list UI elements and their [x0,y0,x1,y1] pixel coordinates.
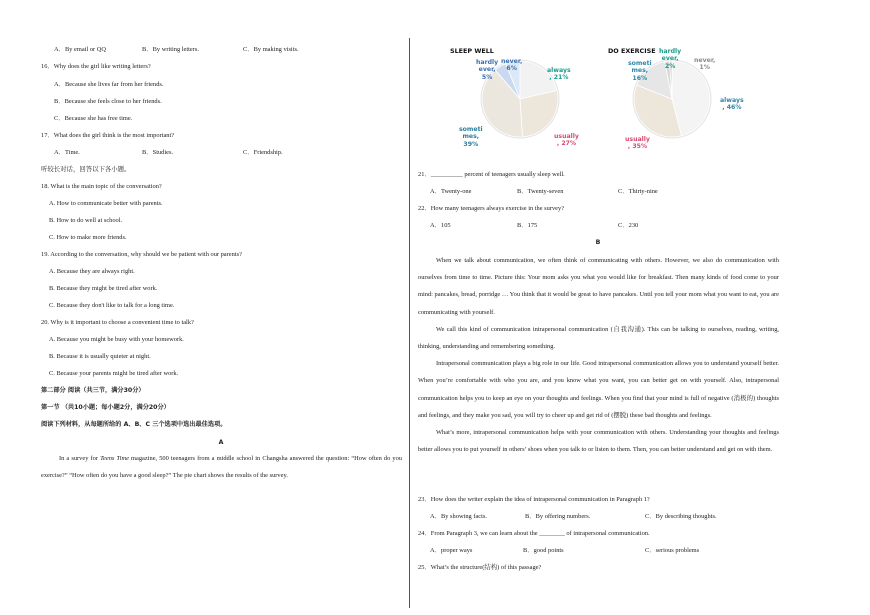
passage-b-label: B [595,239,601,246]
q23-option-a: A．By showing facts. [430,513,487,520]
passage-b-paragraph-3: Intrapersonal communication plays a big role in our life. Good intrapersonal communication allows you to understand yourself better. When you’re comfortable with who you are, and you know what you want, you can better get on with yourself. Also, intrapersonal communication helps you to keep an eye on your thoughts and feelings. When you find that your mind is full of negative (消极的) thoughts and feelings, and they make you sad, you will try to cheer up and get rid of (摆脱) these bad thoughts and feelings. [418,360,779,419]
q16-stem: 16．Why does the girl like writing letters? [41,63,151,70]
q21-stem: 21．__________ percent of teenagers usually sleep well. [418,171,565,178]
q20-option-a: A. Because you might be busy with your homework. [49,336,184,343]
sleep-label-never: never, 6% [501,58,523,73]
q17-stem: 17．What does the girl think is the most important? [41,132,175,139]
q24-stem: 24．From Paragraph 3, we can learn about the ________ of intrapersonal communication. [418,530,650,537]
q19-option-b: B. Because they might be tired after work. [49,285,158,292]
q22-stem: 22．How many teenagers always exercise in the survey? [418,205,565,212]
q19-option-a: A. Because they are always right. [49,268,135,275]
section-instruction: 阅读下列材料，从每题所给的 A、B、C 三个选项中选出最佳选项。 [41,421,227,428]
q24-option-b: B．good points [523,547,564,554]
exercise-chart-title: DO EXERCISE [608,47,656,55]
exercise-label-sometimes: someti mes, 16% [628,60,652,82]
q17-option-a: A．Time. [54,149,80,156]
passage-a-label: A [218,439,224,446]
q18-option-c: C. How to make more friends. [49,234,127,241]
q21-option-a: A．Twenty-one [430,188,472,195]
q17-option-c: C．Friendship. [243,149,283,156]
passage-a-magazine: Teens Time [100,455,129,462]
q21-option-b: B．Twenty-seven [517,188,564,195]
q17-option-b: B．Studies. [142,149,174,156]
q24-option-c: C．serious problems [645,547,700,554]
q24-option-a: A．proper ways [430,547,473,554]
q23-option-b: B．By offering numbers. [525,513,591,520]
passage-a-paragraph [41,450,402,484]
passage-b-paragraph-1: When we talk about communication, we often think of communicating with others. However, we also do communication with ourselves from time to time. Picture this: Your mom asks you what you would like for breakfast. Then many kinds of food come to your mind: pancakes, bread, porridge … You think that it would be great to have pancakes. Until you tell your mom what you want to eat, you are communicating with yourself. [418,257,779,316]
q25-stem: 25．What’s the structure(结构) of this passage? [418,564,542,571]
q15-option-a: A．By email or QQ [54,46,107,53]
pie-slice-usually [520,91,558,137]
q19-option-c: C. Because they don't like to talk for a long time. [49,302,175,309]
exercise-label-hardly: hardly ever, 2% [659,48,682,70]
sleep-label-usually: usually , 27% [554,133,579,148]
q23-stem: 23．How does the writer explain the idea of intrapersonal communication in Paragraph 1? [418,496,650,503]
section-one-heading: 第一节 （共10小题；每小题2分，满分20分） [41,404,170,411]
q15-option-c: C．By making visits. [243,46,299,53]
q22-option-c: C．230 [618,222,639,229]
q20-option-b: B. Because it is usually quieter at night. [49,353,151,360]
exercise-label-never: never, 1% [694,57,716,72]
sleep-label-always: always , 21% [547,67,571,82]
part-two-heading: 第二部分 阅读（共三节，满分30分） [41,387,145,394]
sleep-label-hardly: hardly ever, 5% [476,59,499,81]
passage-b-paragraph-2: We call this kind of communication intrapersonal communication (自我沟通). This can be talking to ourselves, reading, writing, thinking, understanding and remembering something. [418,325,779,351]
exercise-label-always: always , 46% [720,97,744,112]
sleep-chart-title: SLEEP WELL [450,47,494,55]
q21-option-c: C．Thirty-nine [618,188,658,195]
passage-a-text-1: In a survey for [59,455,101,462]
q22-option-b: B．175 [517,222,538,229]
exercise-label-usually: usually , 35% [625,136,650,151]
q15-option-b: B．By writing letters. [142,46,199,53]
q23-option-c: C．By describing thoughts. [645,513,717,520]
q18-option-b: B. How to do well at school. [49,217,123,224]
passage-a-text-2: magazine, 500 teenagers from a middle school in Changsha answered the question: “How often do you exercise?” “How often do you have a good sleep?” The pie chart shows the results of the survey. [41,455,402,480]
column-divider [409,38,410,608]
passage-b-paragraph-4: What’s more, intrapersonal communication helps with your communication with others. Understanding your thoughts and feelings better allows you to put yourself in others’ shoes when you talk to or listen to them. Then, you can better understand and get on with them. [418,429,779,454]
sleep-label-sometimes: someti mes, 39% [459,126,483,148]
q20-stem: 20. Why is it important to choose a convenient time to talk? [41,319,194,326]
q16-option-c: C．Because she has free time. [54,115,133,122]
q19-stem: 19. According to the conversation, why should we be patient with our parents? [41,251,242,258]
passage-b [418,252,779,458]
q22-option-a: A．105 [430,222,451,229]
q20-option-c: C. Because your parents might be tired after work. [49,370,179,377]
q16-option-b: B．Because she feels close to her friends. [54,98,162,105]
q18-option-a: A. How to communicate better with parents. [49,200,163,207]
listening-instruction: 听较长对话，回答以下各小题。 [41,166,131,173]
q16-option-a: A．Because she lives far from her friends. [54,81,164,88]
q18-stem: 18. What is the main topic of the conversation? [41,183,162,190]
